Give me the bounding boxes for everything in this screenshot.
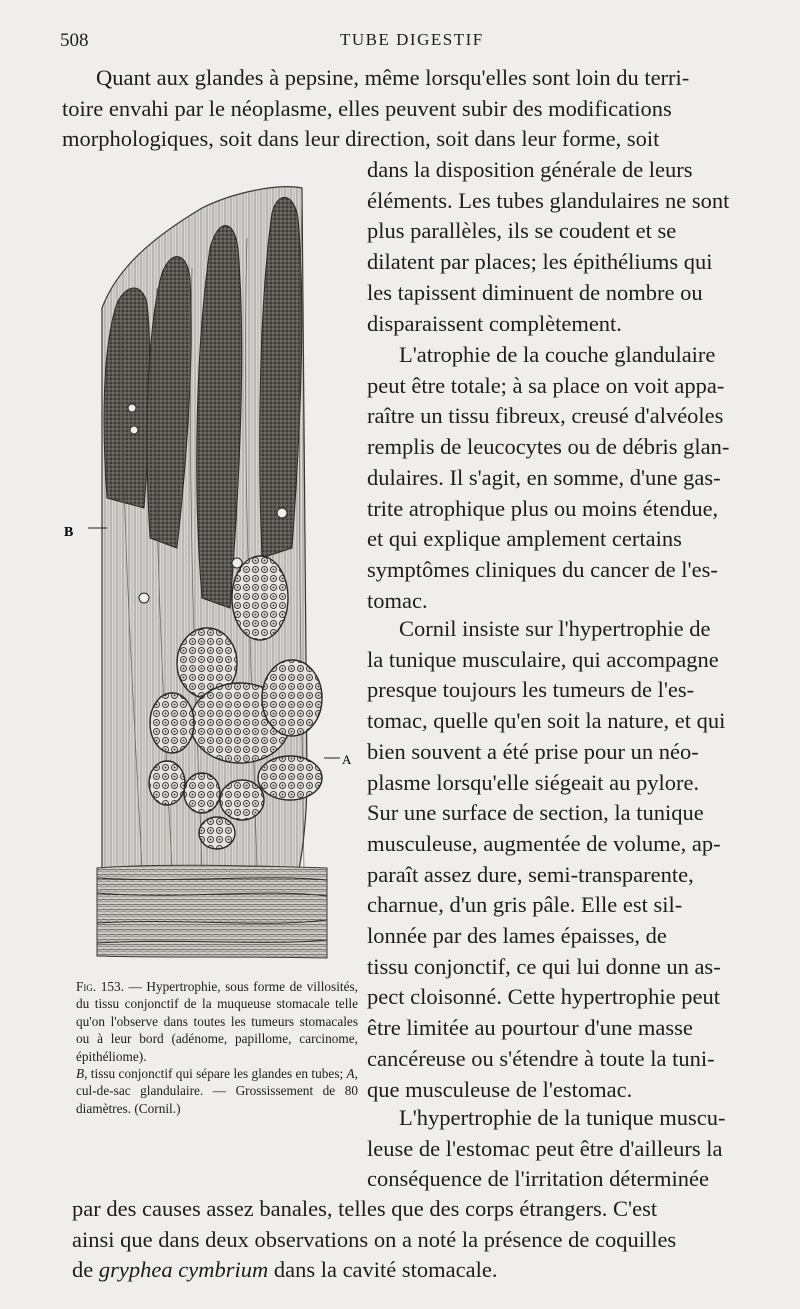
text-line: la tunique musculaire, qui accompagne [367, 646, 719, 672]
text-line: tomac. [367, 587, 428, 613]
text-line: par des causes assez banales, telles que des corps étrangers. C'est [72, 1196, 658, 1221]
legend-b-text: tissu conjonctif qui sépare les glandes en tubes; [87, 1066, 347, 1082]
text-line: et qui explique amplement certains [367, 526, 682, 552]
paragraph-atrophie [367, 340, 794, 616]
text-line: symptômes cliniques du cancer de l'es- [367, 556, 718, 582]
text-line: bien souvent a été prise pour un néo- [367, 738, 699, 764]
text-line: dilatent par places; les épithéliums qui [367, 249, 713, 275]
text-line: les tapissent diminuent de nombre ou [367, 279, 703, 305]
text-line: Quant aux glandes à pepsine, même lorsqu'elles sont loin du terri- [96, 65, 690, 90]
text-line: trite atrophique plus ou moins étendue, [367, 495, 719, 521]
text-line: L'atrophie de la couche glandulaire [399, 342, 716, 367]
text-line: presque toujours les tumeurs de l'es- [367, 677, 695, 703]
text-line-last: de gryphea cymbrium dans la cavité stomacale. [72, 1257, 498, 1283]
text-line: que musculeuse de l'estomac. [367, 1076, 633, 1102]
text-line: dans la disposition générale de leurs [367, 157, 693, 182]
text-line: morphologiques, soit dans leur direction, soit dans leur forme, soit [62, 126, 660, 152]
text-line: paraît assez dure, semi-transparente, [367, 861, 694, 887]
text-line: tomac, quelle qu'en soit la nature, et qui [367, 708, 726, 734]
paragraph-cornil [367, 614, 794, 1105]
species-name: gryphea cymbrium [98, 1257, 269, 1283]
text-line: Sur une surface de section, la tunique [367, 800, 704, 826]
text-line: peut être totale; à sa place on voit appa- [367, 372, 725, 398]
text-line: dulaires. Il s'agit, en somme, d'une gas- [367, 464, 721, 490]
paragraph-hypertrophie [367, 1103, 794, 1195]
text-line: ainsi que dans deux observations on a noté la présence de coquilles [72, 1226, 677, 1252]
running-head: TUBE DIGESTIF [340, 30, 484, 49]
label-b: B [64, 525, 74, 540]
figure-number: Fig. 153. [76, 979, 125, 994]
text-line: raître un tissu fibreux, creusé d'alvéoles [367, 403, 724, 429]
text-line: pect cloisonné. Cette hypertrophie peut [367, 984, 721, 1010]
figure-153 [62, 178, 362, 978]
histology-illustration [62, 178, 362, 978]
text-line: toire envahi par le néoplasme, elles peuvent subir des modifications [62, 95, 672, 121]
page-number: 508 [60, 30, 89, 51]
paragraph-glandes-pepsine-cont [367, 155, 762, 339]
label-a: A [342, 752, 352, 767]
paragraph-glandes-pepsine [62, 63, 796, 155]
text-line: Cornil insiste sur l'hypertrophie de [399, 616, 711, 641]
text-line: musculeuse, augmentée de volume, ap- [367, 830, 721, 856]
text-line: disparaissent complètement. [367, 310, 622, 336]
legend-b-key: B, [76, 1066, 88, 1082]
text-line: conséquence de l'irritation déterminée [367, 1166, 710, 1192]
text-line: remplis de leucocytes ou de débris glan- [367, 434, 730, 460]
text-line: éléments. Les tubes glandulaires ne sont [367, 187, 730, 213]
text-line: charnue, d'un gris pâle. Elle est sil- [367, 892, 683, 918]
text-line: leuse de l'estomac peut être d'ailleurs la [367, 1135, 723, 1161]
text-line: cancéreuse ou s'étendre à toute la tuni- [367, 1045, 715, 1071]
caption-text: — Hypertrophie, sous forme de villosités, du tissu conjonctif de la muqueuse stomacale telle qu'on l'observe dans toutes les tumeurs stomacales ou à leur bord (adénome, papillome, carcinome, épithéliome). [76, 979, 358, 1064]
figure-caption [62, 978, 358, 1117]
text-line: L'hypertrophie de la tunique muscu- [399, 1105, 726, 1130]
text-line: être limitée au pourtour d'une masse [367, 1015, 693, 1041]
page-header [60, 30, 760, 60]
legend-a-key: A, [346, 1066, 358, 1082]
legend-a-text: cul-de-sac glandulaire. — Grossissement de 80 diamètres. (Cornil.) [76, 1083, 358, 1116]
text-line: plasme lorsqu'elle siégeait au pylore. [367, 769, 700, 795]
text-line: plus parallèles, ils se coudent et se [367, 218, 677, 244]
paragraph-hypertrophie-cont [72, 1194, 762, 1286]
text-line: tissu conjonctif, ce qui lui donne un as- [367, 953, 721, 979]
text-line: lonnée par des lames épaisses, de [367, 923, 667, 949]
